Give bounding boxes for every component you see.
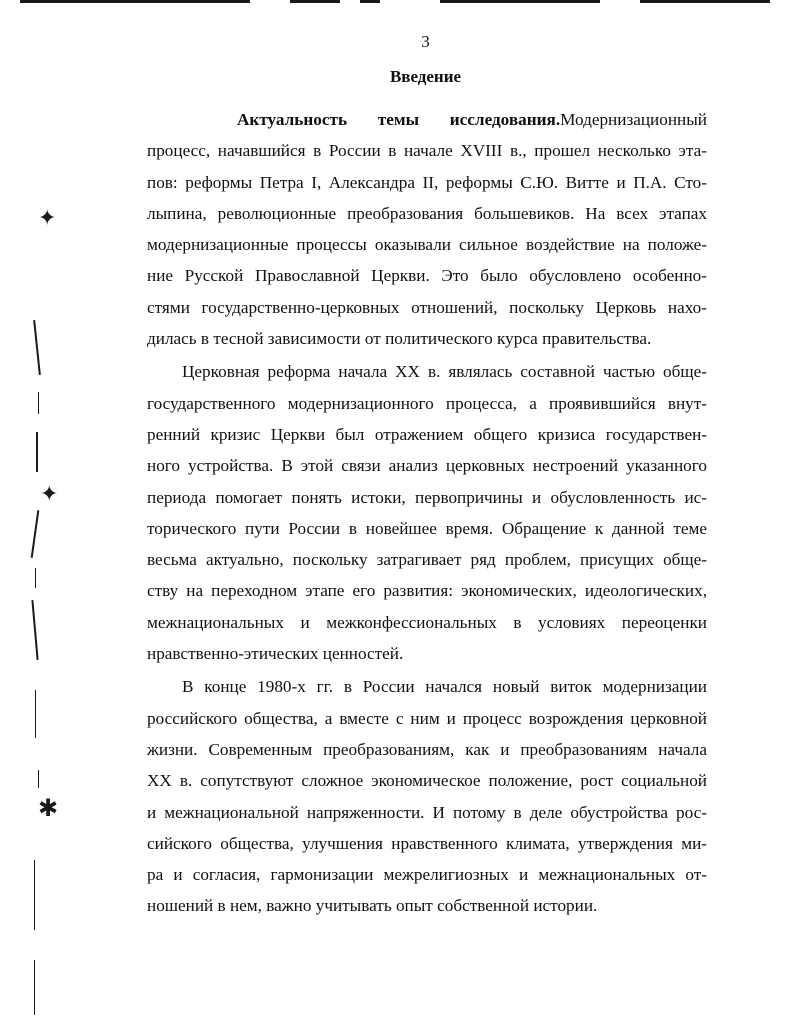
section-heading: Введение — [389, 67, 462, 86]
text-line: ра и согласия, гармонизации межрелигиозных и межнациональных от- — [147, 865, 707, 885]
text-line: лыпина, революционные преобразования большевиков. На всех этапах — [147, 203, 707, 223]
text-line: весьма актуально, поскольку затрагивает ряд проблем, присущих обще- — [147, 550, 707, 570]
scan-line-mark — [35, 690, 36, 738]
text-line: нравственно-этических ценностей. — [147, 644, 404, 664]
scan-line-mark — [38, 392, 39, 414]
binding-mark-icon: ✦ — [40, 482, 59, 507]
scan-left-margin — [0, 0, 80, 1023]
text-line: стями государственно-церковных отношений, поскольку Церковь нахо- — [147, 297, 707, 317]
scan-line-mark — [31, 600, 38, 660]
page-number: 3 — [421, 32, 430, 51]
paragraph — [147, 356, 707, 669]
scan-edge-mark — [360, 0, 380, 3]
text-line: межнациональных и межконфессиональных в условиях переоценки — [147, 612, 707, 632]
text-line: пов: реформы Петра I, Александра II, реформы С.Ю. Витте и П.А. Сто- — [147, 172, 707, 192]
text-line: ношений в нем, важно учитывать опыт собственной истории. — [147, 896, 598, 916]
lead-phrase: Актуальность темы исследования. — [237, 110, 561, 129]
paragraph — [147, 104, 707, 354]
text-line: ного устройства. В этой связи анализ церковных нестроений указанного — [147, 456, 707, 476]
scan-edge-mark — [440, 0, 600, 3]
scan-top-edge — [0, 0, 791, 4]
text-line: ству на переходном этапе его развития: экономических, идеологических, — [147, 581, 707, 601]
text-line: торического пути России в новейшее время. Обращение к данной теме — [147, 518, 707, 538]
scan-line-mark — [31, 510, 40, 558]
text-line: и межнациональной напряженности. И потому в деле обустройства рос- — [147, 802, 707, 822]
scan-line-mark — [36, 432, 38, 472]
text-line: периода помогает понять истоки, первопричины и обусловленность ис- — [147, 487, 707, 507]
text-line: процесс, начавшийся в России в начале XVIII в., прошел несколько эта- — [147, 141, 707, 161]
scan-edge-mark — [640, 0, 770, 3]
text-line: жизни. Современным преобразованиям, как и преобразованиям начала — [147, 739, 707, 759]
text-line: российского общества, а вместе с ним и процесс возрождения церковной — [147, 708, 707, 728]
scan-edge-mark — [290, 0, 340, 3]
scan-line-mark — [33, 320, 41, 375]
text-line: Церковная реформа начала XX в. являлась составной частью обще- — [182, 362, 707, 382]
text-line: дилась в тесной зависимости от политического курса правительства. — [147, 329, 652, 349]
text-line: В конце 1980-х гг. в России начался новый виток модернизации — [182, 677, 707, 697]
scan-line-mark — [38, 770, 39, 788]
text-line: государственного модернизационного процесса, а проявившийся внут- — [147, 393, 707, 413]
binding-mark-icon: ✱ — [38, 794, 59, 822]
scan-line-mark — [35, 568, 36, 588]
text-line: XX в. сопутствуют сложное экономическое положение, рост социальной — [147, 771, 707, 791]
paragraph — [147, 671, 707, 921]
scan-line-mark — [34, 860, 35, 930]
text-line: Актуальность темы исследования. Модернизационный — [237, 110, 707, 129]
body-text — [147, 104, 707, 922]
text-line: ренний кризис Церкви был отражением общего кризиса государствен- — [147, 424, 707, 444]
text-line: ние Русской Православной Церкви. Это было обусловлено особенно- — [147, 266, 707, 286]
text-line: сийского общества, улучшения нравственного климата, утверждения ми- — [147, 833, 707, 853]
binding-mark-icon: ✦ — [38, 206, 57, 231]
scan-line-mark — [34, 960, 35, 1015]
text-line: модернизационные процессы оказывали сильное воздействие на положе- — [147, 235, 707, 255]
